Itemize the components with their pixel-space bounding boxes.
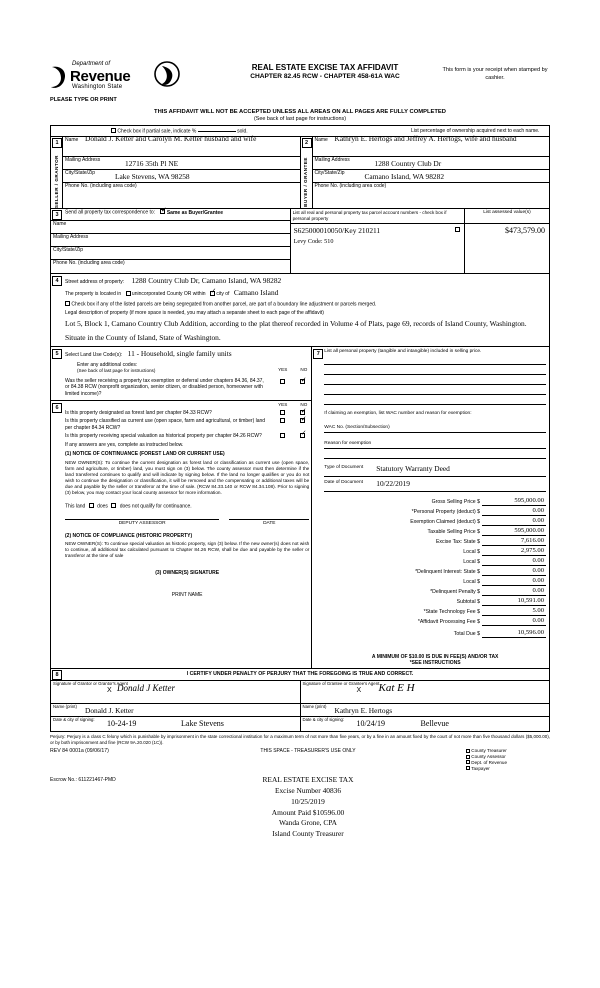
amount-value: 0.00 xyxy=(482,507,546,516)
personal-property-label: List all personal property (tangible and intangible) included in selling price. xyxy=(324,348,482,354)
amount-label: Local $ xyxy=(463,559,480,566)
copy-taxpayer: Taxpayer xyxy=(471,765,490,771)
section-5-6-7 xyxy=(50,347,550,669)
exemption-question: Was the seller receiving a property tax exemption or deferral under chapters 84.36, 84.37, or 84.38 RCW (nonprofit organization, senior citizen, or disabled person, homeowner with limited income)? xyxy=(65,378,264,397)
amount-value: 0.00 xyxy=(482,617,546,626)
not-accepted-notice: THIS AFFIDAVIT WILL NOT BE ACCEPTED UNLESS ALL AREAS ON ALL PAGES ARE FULLY COMPLETED xyxy=(154,109,446,115)
grantee-date-city-row[interactable] xyxy=(301,717,550,731)
section-8 xyxy=(50,669,550,732)
form-header xyxy=(50,55,550,107)
grantee-side-label: BUYER / GRANTEE xyxy=(303,156,309,207)
forest-land-question: Is this property designated as forest land per chapter 84.33 RCW? xyxy=(65,410,212,417)
corr-phone-label: Phone No. (including area code) xyxy=(53,260,125,267)
no-header-6: NO xyxy=(300,402,308,408)
amount-label: Taxable Selling Price $ xyxy=(427,529,480,536)
located-label: The property is located in xyxy=(65,291,122,298)
amount-label: *State Technology Fee $ xyxy=(423,609,480,616)
amount-value: 7,616.00 xyxy=(482,537,546,546)
ownership-note: List percentage of ownership acquired next to each name. xyxy=(411,127,540,134)
personal-property-line-2[interactable] xyxy=(324,365,546,375)
grantor-name-row[interactable] xyxy=(63,133,300,157)
amount-value: 10,591.00 xyxy=(482,597,546,606)
grantee-date-value: 10/24/19 xyxy=(356,718,385,728)
personal-property-line-5[interactable] xyxy=(324,395,546,405)
section-4-number: 4 xyxy=(52,276,62,286)
grantee-citystate-row[interactable] xyxy=(313,170,550,183)
grantee-name-label: Name xyxy=(314,136,328,143)
grantee-citystate-label: City/State/Zip xyxy=(314,169,345,176)
current-use-no-checkbox[interactable] xyxy=(300,418,305,423)
this-land-label: This land xyxy=(65,503,86,510)
form-subtitle: CHAPTER 82.45 RCW - CHAPTER 458-61A WAC xyxy=(250,73,400,80)
corr-name-row[interactable] xyxy=(51,221,290,234)
copy-county-assessor: County Assessor xyxy=(471,754,506,760)
additional-codes-label: Enter any additional codes: xyxy=(77,362,138,369)
section-2-number: 2 xyxy=(302,138,312,148)
amount-row xyxy=(324,566,546,576)
amount-value: 0.00 xyxy=(482,517,546,526)
does-not-label: does not qualify for continuance. xyxy=(119,503,192,510)
amount-value: 0.00 xyxy=(482,557,546,566)
stamp-line-3: 10/25/2019 xyxy=(291,796,325,806)
amounts-table xyxy=(324,496,546,638)
doc-date-label: Date of Document xyxy=(324,479,363,485)
wac-no-row[interactable] xyxy=(324,421,546,433)
reason-exemption-row[interactable] xyxy=(324,437,546,449)
amount-label: Gross Selling Price $ xyxy=(431,499,480,506)
partial-sale-checkbox[interactable] xyxy=(111,128,116,133)
amount-label: *Personal Property (deduct) $ xyxy=(411,509,480,516)
grantor-print-name-row[interactable] xyxy=(51,704,300,717)
street-address-label: Street address of property: xyxy=(65,279,125,286)
form-title-block xyxy=(225,63,425,81)
land-use-label: Select Land Use Code(s): xyxy=(65,351,123,358)
amount-row xyxy=(324,556,546,566)
section-5 xyxy=(51,347,311,401)
please-type-or-print: PLEASE TYPE OR PRINT xyxy=(50,97,117,103)
assessed-value-cell[interactable] xyxy=(465,224,549,273)
deputy-assessor-date-label: DATE xyxy=(229,519,309,527)
copy-county-treasurer: County Treasurer xyxy=(471,748,507,754)
grantee-name-value: Kathryn E. Hertogs and Jeffrey A. Hertogs, wife and husband xyxy=(334,133,517,143)
logo-revenue-label: Revenue xyxy=(70,67,131,85)
notice-continuance-title: (1) NOTICE OF CONTINUANCE (FOREST LAND OR CURRENT USE) xyxy=(65,451,225,458)
parcel-header: List all real and personal property tax parcel account numbers - check box if personal property xyxy=(291,209,465,223)
parcel-numbers-value: S625000010050/Key 210211 xyxy=(293,226,381,236)
does-label: does xyxy=(97,503,108,510)
grantor-print-name-value: Donald J. Ketter xyxy=(85,705,134,715)
unincorporated-label: unincorporated xyxy=(131,291,166,298)
parcel-assessed-block xyxy=(291,209,549,273)
grantee-signature-script: Kat E H xyxy=(378,681,415,694)
grantor-print-name-label: Name (print) xyxy=(53,703,77,709)
corr-name-label: Name xyxy=(53,221,67,228)
amount-row xyxy=(324,506,546,516)
stamp-line-2: Excise Number 40836 xyxy=(274,786,342,796)
see-back-label-5: (See back of last page for instructions) xyxy=(77,368,156,374)
doc-type-label: Type of Document xyxy=(324,464,364,470)
copy-dept-revenue: Dept. of Revenue xyxy=(471,759,508,765)
parcel-numbers-cell[interactable] xyxy=(291,224,465,273)
section-3 xyxy=(50,209,550,274)
amount-label: *Affidavit Processing Fee $ xyxy=(417,619,480,626)
grantor-date-city-row[interactable] xyxy=(51,717,300,731)
exemption-yes-checkbox[interactable] xyxy=(280,379,285,384)
grantor-signature-script: Donald J Ketter xyxy=(117,682,175,693)
amount-row xyxy=(324,546,546,556)
section-1-number: 1 xyxy=(52,138,62,148)
notice-continuance-body: NEW OWNER(S): To continue the current designation as forest land or classification as current use (open space, farm and agriculture, or timber) land, you must sign on (3) below. The county assessor must then determine if the land transferred continues to qualify and will indicate by signing below. If the land no longer qualifies or you do not wish to continue the designation or classification, it will be removed and the compensating or additional taxes will be due and payable by the seller or transferor at the time of sale. (RCW 84.33.140 or RCW 84.34.108). Prior to signing (3) below, you may contact your local county assessor for more information. xyxy=(65,459,310,496)
grantor-citystate-value: Lake Stevens, WA 98258 xyxy=(115,171,190,181)
stamp-line-6: Island County Treasurer xyxy=(272,829,344,839)
logo-dept-label: Department of xyxy=(72,61,111,67)
tax-correspondence-block xyxy=(51,209,291,273)
grantor-mailing-value: 12716 35th Pl NE xyxy=(125,158,179,168)
historic-no-checkbox[interactable] xyxy=(300,433,305,438)
grantor-date-value: 10-24-19 xyxy=(107,718,137,728)
escrow-row xyxy=(50,775,150,839)
amount-row xyxy=(324,596,546,606)
deputy-assessor-row xyxy=(65,519,309,527)
amount-label: Subtotal $ xyxy=(456,599,480,606)
segregated-label: Check box if any of the listed parcels are being segregated from another parcel, are part of a boundary line adjustment or parcels merged. xyxy=(71,301,377,308)
amount-value: 0.00 xyxy=(482,577,546,586)
city-name-value: Camano Island xyxy=(233,288,279,298)
current-use-question: Is this property classified as current use (open space, farm and agricultural, or timber) land per chapter 84.34 RCW? xyxy=(65,418,266,431)
historic-yes-checkbox[interactable] xyxy=(280,433,285,438)
grantor-signature-block xyxy=(51,681,301,731)
grantor-mailing-label: Mailing Address xyxy=(65,156,101,163)
amount-value: 2,975.00 xyxy=(482,547,546,556)
does-qualify-checkbox[interactable] xyxy=(89,503,94,508)
real-estate-excise-tax-affidavit xyxy=(50,55,550,840)
segregated-row xyxy=(65,301,547,308)
sold-label: sold. xyxy=(237,128,248,135)
grantee-signature-label: Signature of Grantee or Grantee's Agent xyxy=(302,680,380,686)
this-land-row xyxy=(65,503,309,510)
grantor-citystate-label: City/State/Zip xyxy=(65,169,96,176)
escrow-stamp-row xyxy=(50,775,550,839)
land-use-row[interactable] xyxy=(65,349,309,358)
grantee-mailing-value: 1288 Country Club Dr xyxy=(374,158,442,168)
same-as-buyer-checkbox[interactable] xyxy=(160,209,165,214)
section-5-number: 5 xyxy=(52,349,62,359)
amount-label: *Delinquent Penalty $ xyxy=(430,589,480,596)
levy-code-label: Levy Code: xyxy=(293,238,323,246)
footer xyxy=(50,748,550,771)
dept-revenue-checkbox[interactable] xyxy=(466,760,470,764)
assessed-value: $473,579.00 xyxy=(505,226,545,236)
levy-code-row xyxy=(294,238,334,246)
grantor-signature-label: Signature of Grantor or Grantor's Agent xyxy=(53,680,128,686)
send-correspondence-label: Send all property tax correspondence to: xyxy=(65,209,156,216)
deputy-assessor-label: DEPUTY ASSESSOR xyxy=(65,519,219,527)
grantor-name-value: Donald J. Ketter and Carolyn M. Ketter husband and wife xyxy=(85,133,257,143)
receipt-note: This form is your receipt when stamped by cashier. xyxy=(442,67,548,81)
forest-land-no-checkbox[interactable] xyxy=(300,410,305,415)
grantee-signature-row[interactable]: Signature of Grantee or Grantee's Agent X Kat E H xyxy=(301,681,550,704)
amount-label: Exemption Claimed (deduct) $ xyxy=(410,519,480,526)
amount-value: 5.00 xyxy=(482,607,546,616)
does-not-qualify-checkbox[interactable] xyxy=(111,503,116,508)
grantee-fields xyxy=(313,133,550,208)
levy-code-value: 510 xyxy=(324,238,334,246)
county-or-label: County OR within xyxy=(166,291,206,298)
corr-citystate-label: City/State/Zip xyxy=(53,247,84,254)
unincorporated-checkbox[interactable] xyxy=(126,291,131,296)
current-use-row xyxy=(65,418,309,431)
stamp-line-1: REAL ESTATE EXCISE TAX xyxy=(262,775,354,785)
section-7 xyxy=(312,347,549,668)
amount-label: Total Due $ xyxy=(453,631,480,638)
corr-phone-row[interactable] xyxy=(51,260,290,273)
exemption-no-checkbox[interactable] xyxy=(300,379,305,384)
amount-value: 10,596.00 xyxy=(482,629,546,638)
grantor-citystate-row[interactable] xyxy=(63,170,300,183)
grantee-phone-row[interactable] xyxy=(313,183,550,196)
grantee-name-row[interactable] xyxy=(313,133,550,157)
corr-mailing-label: Mailing Address xyxy=(53,234,89,241)
grantee-print-name-row[interactable] xyxy=(301,704,550,717)
amount-label: Excise Tax: State $ xyxy=(435,539,480,546)
legal-description-2: Situate in the County of Island, State of Washington. xyxy=(65,333,221,343)
grantee-phone-label: Phone No. (including area code) xyxy=(314,182,387,189)
notice-compliance-body: NEW OWNER(S): To continue special valuation as historic property, sign (3) below. If the new owner(s) does not wish to continue, all additional tax calculated pursuant to Chapter 84.26 RCW, shall be due and payable by the seller or transferor at the time of sale xyxy=(65,541,310,559)
amount-label: Local $ xyxy=(463,549,480,556)
amount-row xyxy=(324,536,546,546)
segregated-checkbox[interactable] xyxy=(65,301,70,306)
personal-property-line-1[interactable] xyxy=(324,355,546,365)
grantor-signature-row[interactable]: Signature of Grantor or Grantor's Agent X Donald J Ketter xyxy=(51,681,300,704)
grantee-citystate-value: Camano Island, WA 98282 xyxy=(364,171,445,181)
assessed-header: List assessed value(s) xyxy=(483,210,531,216)
minimum-due-note: A MINIMUM OF $10.00 IS DUE IN FEE(S) AND/OR TAX xyxy=(371,653,499,660)
grantee-print-name-label: Name (print) xyxy=(302,703,327,709)
doc-date-value: 10/22/2019 xyxy=(376,478,410,488)
grantor-city-value: Lake Stevens xyxy=(181,718,224,728)
city-of-label: city of xyxy=(216,291,230,298)
doc-type-value: Statutory Warranty Deed xyxy=(376,463,450,473)
land-use-value: 11 - Household, single family units xyxy=(127,348,232,358)
amount-row xyxy=(324,586,546,596)
grantor-side-label-cell xyxy=(51,137,63,208)
no-header-5: NO xyxy=(300,366,308,372)
signature-row xyxy=(51,681,549,731)
yes-header-5: YES xyxy=(278,366,288,372)
legal-description-1: Lot 5, Block 1, Camano Country Club Addition, according to the plat thereof recorded in Volume 4 of Plats, page 69, records of Island County, Washington. xyxy=(65,318,527,328)
grantor-phone-row[interactable] xyxy=(63,183,300,196)
property-located-row xyxy=(65,288,547,297)
section-8-number: 8 xyxy=(52,670,62,680)
certify-statement: I CERTIFY UNDER PENALTY OF PERJURY THAT THE FOREGOING IS TRUE AND CORRECT. xyxy=(51,669,549,681)
grantee-print-name-value: Kathryn E. Hertogs xyxy=(334,705,393,715)
taxpayer-checkbox[interactable] xyxy=(466,766,470,770)
dor-logo xyxy=(50,61,190,95)
county-assessor-checkbox[interactable] xyxy=(466,755,470,759)
current-use-yes-checkbox[interactable] xyxy=(280,418,285,423)
grantee-signature-block xyxy=(301,681,550,731)
forest-land-yes-checkbox[interactable] xyxy=(280,410,285,415)
amount-row xyxy=(324,526,546,536)
doc-type-row[interactable] xyxy=(324,465,546,477)
parties-block xyxy=(50,133,550,209)
exemption-question-row xyxy=(65,378,309,398)
grantee-block xyxy=(301,133,550,208)
city-of-checkbox[interactable] xyxy=(210,291,215,296)
print-name-label[interactable]: PRINT NAME xyxy=(171,591,203,598)
grantor-mailing-row[interactable] xyxy=(63,157,300,170)
escrow-number: 611221467-PMD xyxy=(78,777,116,784)
amount-label: Local $ xyxy=(463,579,480,586)
logo-state-label: Washington State xyxy=(72,83,123,90)
grantor-name-label: Name xyxy=(65,136,79,143)
treasurer-space-label: THIS SPACE - TREASURER'S USE ONLY xyxy=(260,748,356,755)
if-any-yes-note: If any answers are yes, complete as instructed below. xyxy=(65,442,184,449)
grantor-date-label: Date & city of signing: xyxy=(53,716,95,722)
logo-mark-icon xyxy=(50,63,70,91)
grantor-phone-label: Phone No. (including area code) xyxy=(65,182,137,189)
county-treasurer-checkbox[interactable] xyxy=(466,749,470,753)
grantee-city-value: Bellevue xyxy=(420,718,449,728)
section-7-number: 7 xyxy=(313,349,323,359)
see-back-instructions: (See back of last page for instructions) xyxy=(254,116,346,123)
form-title: REAL ESTATE EXCISE TAX AFFIDAVIT xyxy=(251,63,399,72)
left-column xyxy=(51,347,312,668)
grantor-block xyxy=(51,133,301,209)
amount-row xyxy=(324,616,546,626)
partial-sale-label: Check box if partial sale, indicate % xyxy=(117,128,197,135)
amount-row xyxy=(324,496,546,506)
forest-land-row xyxy=(65,410,309,416)
legal-description-label: Legal description of property (if more space is needed, you may attach a separate sheet to each page of the affidavit) xyxy=(65,310,324,317)
wac-no-label: WAC No. (Section/Subsection) xyxy=(324,424,390,430)
stamp-line-5: Wanda Grone, CPA xyxy=(278,818,338,828)
personal-property-checkbox[interactable] xyxy=(455,227,460,232)
treasurer-stamp xyxy=(150,775,466,839)
grantee-mailing-row[interactable] xyxy=(313,157,550,170)
corr-mailing-row[interactable] xyxy=(51,234,290,247)
copies-list xyxy=(466,748,550,771)
escrow-label: Escrow No.: xyxy=(50,777,77,784)
amount-row xyxy=(324,576,546,586)
amount-row xyxy=(324,516,546,526)
section-6 xyxy=(51,401,311,606)
grantor-fields xyxy=(63,133,300,208)
street-address-row[interactable] xyxy=(65,276,547,285)
exemption-wac-label: If claiming an exemption, list WAC number and reason for exemption: xyxy=(324,410,472,416)
grantee-mailing-label: Mailing Address xyxy=(314,156,350,163)
street-address-value: 1288 Country Club Dr, Camano Island, WA 98282 xyxy=(131,276,282,286)
section-6-number: 6 xyxy=(52,403,62,413)
reason-exemption-line-2[interactable] xyxy=(324,449,546,459)
amount-value: 595,000.00 xyxy=(482,497,546,506)
logo-circle-icon xyxy=(154,61,180,87)
send-correspondence-row xyxy=(51,209,290,221)
see-instructions-note: *SEE INSTRUCTIONS xyxy=(409,660,461,667)
stamp-line-4: Amount Paid $10596.00 xyxy=(271,807,345,817)
corr-citystate-row[interactable] xyxy=(51,247,290,260)
historic-question: Is this property receiving special valuation as historical property per chapter 84.26 RCW? xyxy=(65,432,262,439)
notice-compliance-title: (2) NOTICE OF COMPLIANCE (HISTORIC PROPERTY) xyxy=(65,532,193,539)
amount-label: *Delinquent Interest: State $ xyxy=(415,569,480,576)
reason-exemption-label: Reason for exemption xyxy=(324,440,372,446)
personal-property-line-3[interactable] xyxy=(324,375,546,385)
doc-date-row[interactable] xyxy=(324,480,546,492)
rev-form-number: REV 84 0001a (09/06/17) xyxy=(50,748,109,755)
amount-row xyxy=(324,628,546,638)
yes-header-6: YES xyxy=(278,402,288,408)
amount-value: 595,000.00 xyxy=(482,527,546,536)
personal-property-line-4[interactable] xyxy=(324,385,546,395)
grantor-side-label: SELLER / GRANTOR xyxy=(53,154,59,209)
grantee-side-label-cell xyxy=(301,137,313,208)
amount-row xyxy=(324,606,546,616)
grantee-date-label: Date & city of signing: xyxy=(302,716,345,722)
amount-value: 0.00 xyxy=(482,587,546,596)
section-3-number: 3 xyxy=(52,210,62,220)
same-as-buyer-label: Same as Buyer/Grantee xyxy=(166,209,223,216)
perjury-note: Perjury: Perjury is a class C felony which is punishable by imprisonment in the state correctional institution for a maximum term of not more than five years, or by a fine in an amount fixed by the court of not more than five thousand dollars ($5,000.00), or by both imprisonment and fine (RCW 9A.20.020 (1C)). xyxy=(50,733,550,745)
amount-value: 0.00 xyxy=(482,567,546,576)
section-4 xyxy=(50,274,550,347)
historic-row xyxy=(65,433,309,439)
owner-signature-label[interactable]: (3) OWNER(S) SIGNATURE xyxy=(155,569,220,576)
